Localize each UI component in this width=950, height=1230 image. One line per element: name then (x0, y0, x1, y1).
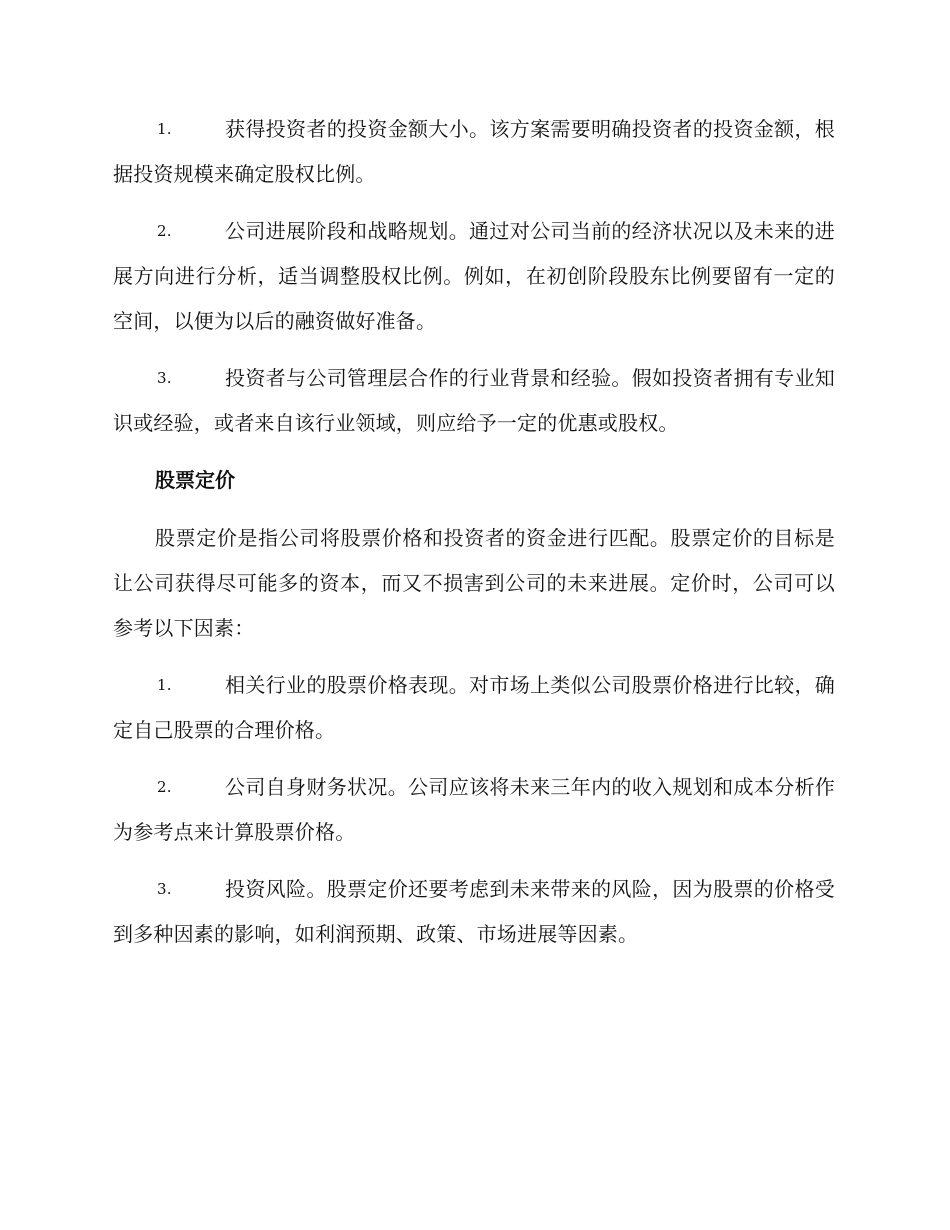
list-item (113, 107, 835, 197)
list-number: 3. (157, 369, 172, 387)
list-number: 2. (157, 222, 172, 240)
list-number: 2. (157, 778, 172, 796)
list-item (113, 663, 835, 753)
list-item-text: 获得投资者的投资金额大小。该方案需要明确投资者的投资金额，根据投资规模来确定股权比例。 (113, 117, 835, 186)
intro-paragraph (113, 516, 835, 651)
list-number: 1. (157, 676, 172, 694)
list-number: 1. (157, 120, 172, 138)
list-item-text: 公司进展阶段和战略规划。通过对公司当前的经济状况以及未来的进展方向进行分析，适当调整股权比例。例如，在初创阶段股东比例要留有一定的空间，以便为以后的融资做好准备。 (113, 219, 835, 333)
list-number: 3. (157, 880, 172, 898)
list-item-text: 公司自身财务状况。公司应该将未来三年内的收入规划和成本分析作为参考点来计算股票价格。 (113, 775, 835, 844)
list-item (113, 209, 835, 344)
section-heading: 股票定价 (155, 468, 235, 492)
paragraph-text: 股票定价是指公司将股票价格和投资者的资金进行匹配。股票定价的目标是让公司获得尽可能多的资本，而又不损害到公司的未来进展。定价时，公司可以参考以下因素： (113, 526, 835, 640)
list-item-text: 相关行业的股票价格表现。对市场上类似公司股票价格进行比较，确定自己股票的合理价格。 (113, 673, 835, 742)
list-item-text: 投资者与公司管理层合作的行业背景和经验。假如投资者拥有专业知识或经验，或者来自该行业领域，则应给予一定的优惠或股权。 (113, 366, 835, 435)
list-item (113, 765, 835, 855)
list-item-text: 投资风险。股票定价还要考虑到未来带来的风险，因为股票的价格受到多种因素的影响，如利润预期、政策、市场进展等因素。 (113, 877, 835, 946)
list-item (113, 356, 835, 446)
list-item (113, 867, 835, 957)
